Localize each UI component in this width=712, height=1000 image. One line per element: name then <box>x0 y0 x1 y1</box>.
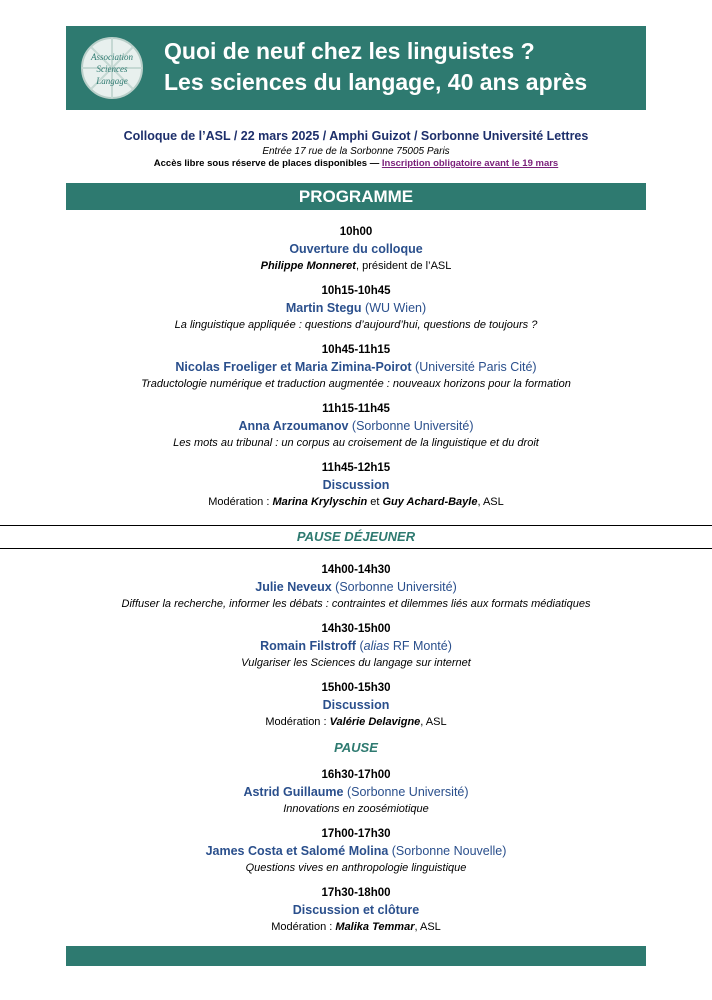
moderator-name: Malika Temmar <box>335 921 415 933</box>
moderator-suffix: , ASL <box>414 921 441 933</box>
session-affiliation: (WU Wien) <box>361 301 427 315</box>
session-time: 15h00-15h30 <box>321 682 391 694</box>
session-time: 17h00-17h30 <box>321 828 391 840</box>
moderation-label: Modération : <box>271 921 336 933</box>
moderation-label: Modération : <box>208 496 273 508</box>
session-speaker: Nicolas Froeliger et Maria Zimina-Poirot <box>175 360 412 374</box>
session-time: 10h15-10h45 <box>321 285 391 297</box>
session-speaker: Julie Neveux <box>255 580 332 594</box>
session-time: 14h30-15h00 <box>321 623 391 635</box>
lunch-break-divider <box>0 525 712 549</box>
session-description: Vulgariser les Sciences du langage sur internet <box>241 657 471 669</box>
session-block <box>66 401 646 451</box>
affiliation-open: ( <box>355 639 364 653</box>
session-block <box>66 342 646 392</box>
session-description: La linguistique appliquée : questions d’aujourd’hui, questions de toujours ? <box>174 319 538 331</box>
lunch-break-label: PAUSE DÉJEUNER <box>296 529 416 544</box>
banner-title-line1: Quoi de neuf chez les linguistes ? <box>164 38 535 64</box>
svg-text:Langage: Langage <box>96 76 128 86</box>
session-time: 10h00 <box>339 226 373 238</box>
session-role: , président de l’ASL <box>355 260 452 272</box>
affiliation-close: RF Monté) <box>389 639 452 653</box>
footer-bar <box>66 946 646 966</box>
session-affiliation: (Sorbonne Université) <box>343 785 469 799</box>
session-description: Questions vives en anthropologie linguistique <box>245 862 467 874</box>
moderator-name: Marina Krylyschin <box>272 496 368 508</box>
session-person: Philippe Monneret <box>260 260 356 272</box>
session-time: 11h45-12h15 <box>321 462 391 474</box>
moderator-and: et <box>367 496 383 508</box>
session-time: 10h45-11h15 <box>321 344 391 356</box>
session-block <box>66 885 646 935</box>
session-title: Ouverture du colloque <box>289 242 423 256</box>
moderator-name: Guy Achard-Bayle <box>382 496 478 508</box>
session-speaker: James Costa et Salomé Molina <box>205 844 389 858</box>
moderation-label: Modération : <box>265 716 330 728</box>
event-info: Colloque de l’ASL / 22 mars 2025 / Amphi Guizot / Sorbonne Université Lettres <box>123 129 589 143</box>
header-banner <box>66 26 646 110</box>
access-text: Accès libre sous réserve de places disponibles — <box>153 158 382 169</box>
banner-title-line2: Les sciences du langage, 40 ans après <box>164 69 588 95</box>
programme-list <box>66 224 646 944</box>
session-title: Discussion <box>322 478 390 492</box>
session-description: Les mots au tribunal : un corpus au croisement de la linguistique et du droit <box>173 437 539 449</box>
moderator-name: Valérie Delavigne <box>329 716 421 728</box>
session-affiliation: (Sorbonne Nouvelle) <box>388 844 507 858</box>
session-speaker: Anna Arzoumanov <box>238 419 349 433</box>
session-description: Traductologie numérique et traduction augmentée : nouveaux horizons pour la formation <box>141 378 571 390</box>
affiliation-alias: alias <box>363 639 390 653</box>
svg-text:Association: Association <box>91 52 133 62</box>
session-time: 11h15-11h45 <box>322 403 390 415</box>
access-info <box>0 158 712 169</box>
programme-heading: PROGRAMME <box>66 183 646 210</box>
asl-logo-icon <box>80 36 144 100</box>
session-affiliation: (Sorbonne Université) <box>331 580 457 594</box>
session-affiliation: (Université Paris Cité) <box>411 360 537 374</box>
session-time: 14h00-14h30 <box>321 564 391 576</box>
session-block <box>66 224 646 274</box>
session-affiliation: (Sorbonne Université) <box>348 419 474 433</box>
session-title: Discussion <box>322 698 390 712</box>
session-title: Discussion et clôture <box>292 903 420 917</box>
session-block <box>66 621 646 671</box>
session-speaker: Astrid Guillaume <box>243 785 344 799</box>
session-time: 17h30-18h00 <box>321 887 391 899</box>
session-block <box>66 680 646 730</box>
pause-label: PAUSE <box>334 740 378 755</box>
session-description: Innovations en zoosémiotique <box>283 803 429 815</box>
session-block <box>66 283 646 333</box>
session-block <box>66 460 646 510</box>
session-description: Diffuser la recherche, informer les débats : contraintes et dilemmes liés aux formats médiatiques <box>121 598 591 610</box>
registration-link[interactable]: Inscription obligatoire avant le 19 mars <box>381 158 559 169</box>
session-block <box>66 562 646 612</box>
session-block <box>66 826 646 876</box>
moderator-suffix: , ASL <box>477 496 504 508</box>
moderator-suffix: , ASL <box>420 716 447 728</box>
session-block <box>66 767 646 817</box>
event-address: Entrée 17 rue de la Sorbonne 75005 Paris <box>262 146 450 157</box>
session-time: 16h30-17h00 <box>321 769 391 781</box>
session-speaker: Romain Filstroff <box>260 639 356 653</box>
svg-text:Sciences: Sciences <box>96 64 128 74</box>
session-speaker: Martin Stegu <box>285 301 362 315</box>
